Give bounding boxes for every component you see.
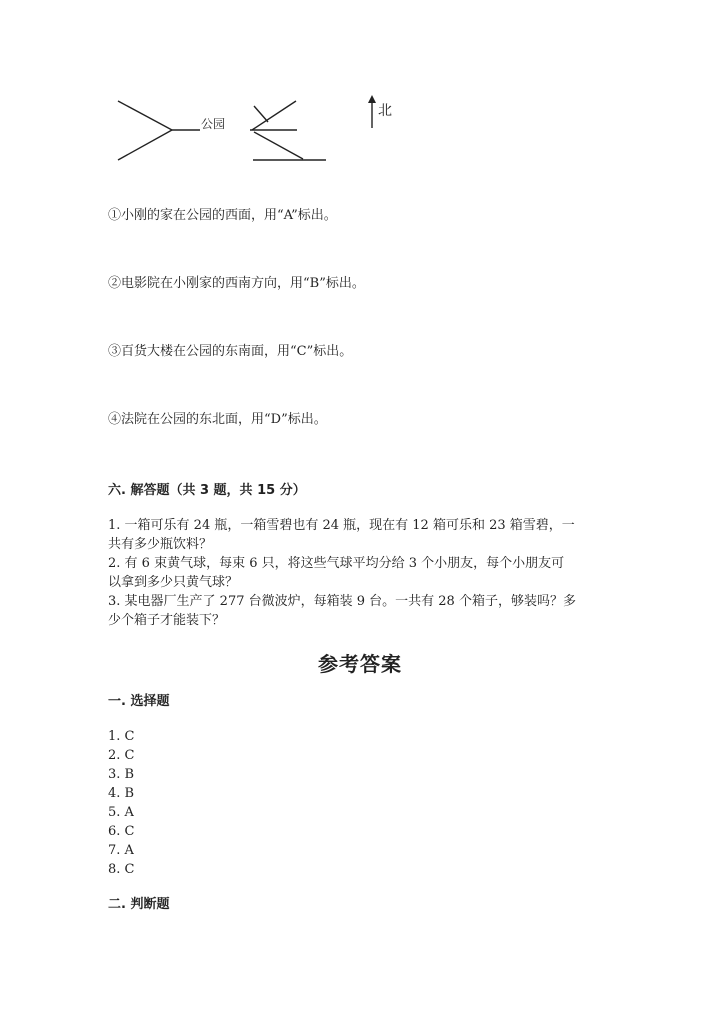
answer-item: 3. B — [108, 767, 135, 782]
north-arrow-head — [368, 95, 376, 103]
part1-title: 一. 选择题 — [108, 694, 170, 709]
answer-item: 2. C — [108, 748, 135, 763]
problem-line: 共有多少瓶饮料？ — [108, 537, 213, 552]
road-ne — [252, 101, 296, 130]
answer-item: 6. C — [108, 824, 135, 839]
problem-line: 3. 某电器厂生产了 277 台微波炉，每箱装 9 台。一共有 28 个箱子，够装吗？多 — [108, 594, 576, 609]
part2-title: 二. 判断题 — [108, 897, 170, 912]
question-b: ②电影院在小刚家的西南方向，用“B”标出。 — [108, 276, 365, 291]
road-nw-stub — [254, 106, 268, 122]
answer-item: 1. C — [108, 729, 135, 744]
problem-line: 2. 有 6 束黄气球，每束 6 只，将这些气球平均分给 3 个小朋友，每个小朋友可 — [108, 556, 565, 571]
road-west-lower — [118, 130, 172, 160]
answers-title: 参考答案 — [318, 652, 402, 676]
answer-item: 4. B — [108, 786, 135, 801]
problem-line: 1. 一箱可乐有 24 瓶，一箱雪碧也有 24 瓶，现在有 12 箱可乐和 23 箱雪碧，一 — [108, 518, 575, 533]
road-se — [254, 132, 303, 159]
section6-title: 六. 解答题（共 3 题，共 15 分） — [108, 483, 306, 498]
question-d: ④法院在公园的东北面，用“D”标出。 — [108, 412, 327, 427]
problem-line: 少个箱子才能装下？ — [108, 613, 226, 628]
north-label: 北 — [378, 103, 392, 119]
problem-line: 以拿到多少只黄气球？ — [108, 575, 239, 590]
question-a: ①小刚的家在公园的西面，用“A”标出。 — [108, 208, 337, 223]
answer-item: 5. A — [108, 805, 134, 820]
answer-item: 7. A — [108, 843, 134, 858]
road-west-upper — [118, 101, 172, 130]
park-label: 公园 — [201, 117, 226, 131]
direction-diagram — [100, 88, 420, 178]
question-c: ③百货大楼在公园的东南面，用“C”标出。 — [108, 344, 353, 359]
answer-item: 8. C — [108, 862, 135, 877]
